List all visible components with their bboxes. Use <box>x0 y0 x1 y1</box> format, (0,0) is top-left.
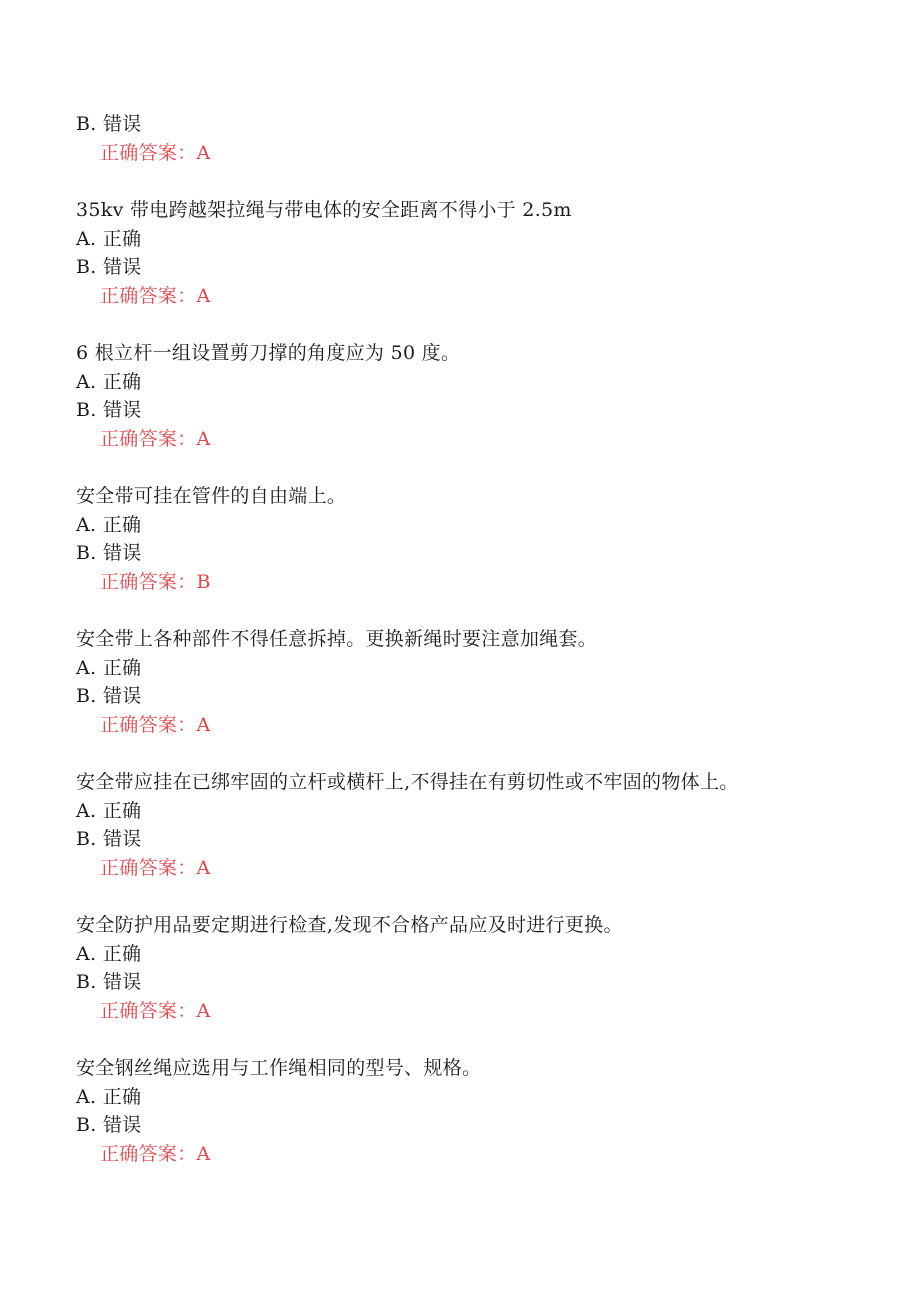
correct-answer: 正确答案：A <box>100 1000 211 1022</box>
option-a: A. 正确 <box>76 371 142 393</box>
correct-answer: 正确答案：A <box>100 714 211 736</box>
option-a: A. 正确 <box>76 800 142 822</box>
question-text: 安全防护用品要定期进行检查,发现不合格产品应及时进行更换。 <box>76 914 623 936</box>
correct-answer: 正确答案：A <box>100 857 211 879</box>
option-a: A. 正确 <box>76 1086 142 1108</box>
question-text: 安全带可挂在管件的自由端上。 <box>76 485 347 507</box>
correct-answer: 正确答案：A <box>100 1143 211 1165</box>
option-b: B. 错误 <box>76 828 142 850</box>
correct-answer: 正确答案：B <box>100 571 211 593</box>
correct-answer: 正确答案：A <box>100 428 211 450</box>
option-b: B. 错误 <box>76 399 142 421</box>
option-a: A. 正确 <box>76 514 142 536</box>
option-b: B. 错误 <box>76 1114 142 1136</box>
question-text: 安全钢丝绳应选用与工作绳相同的型号、规格。 <box>76 1057 482 1079</box>
option-b: B. 错误 <box>76 256 142 278</box>
question-text: 35kv 带电跨越架拉绳与带电体的安全距离不得小于 2.5m <box>76 199 572 221</box>
question-text: 安全带应挂在已绑牢固的立杆或横杆上,不得挂在有剪切性或不牢固的物体上。 <box>76 771 739 793</box>
question-text: 6 根立杆一组设置剪刀撑的角度应为 50 度。 <box>76 342 461 364</box>
correct-answer: 正确答案：A <box>100 285 211 307</box>
question-text: 安全带上各种部件不得任意拆掉。更换新绳时要注意加绳套。 <box>76 628 598 650</box>
option-a: A. 正确 <box>76 228 142 250</box>
option-b: B. 错误 <box>76 685 142 707</box>
option-a: A. 正确 <box>76 657 142 679</box>
correct-answer: 正确答案：A <box>100 142 211 164</box>
option-a: A. 正确 <box>76 943 142 965</box>
option-b: B. 错误 <box>76 113 142 135</box>
option-b: B. 错误 <box>76 971 142 993</box>
option-b: B. 错误 <box>76 542 142 564</box>
